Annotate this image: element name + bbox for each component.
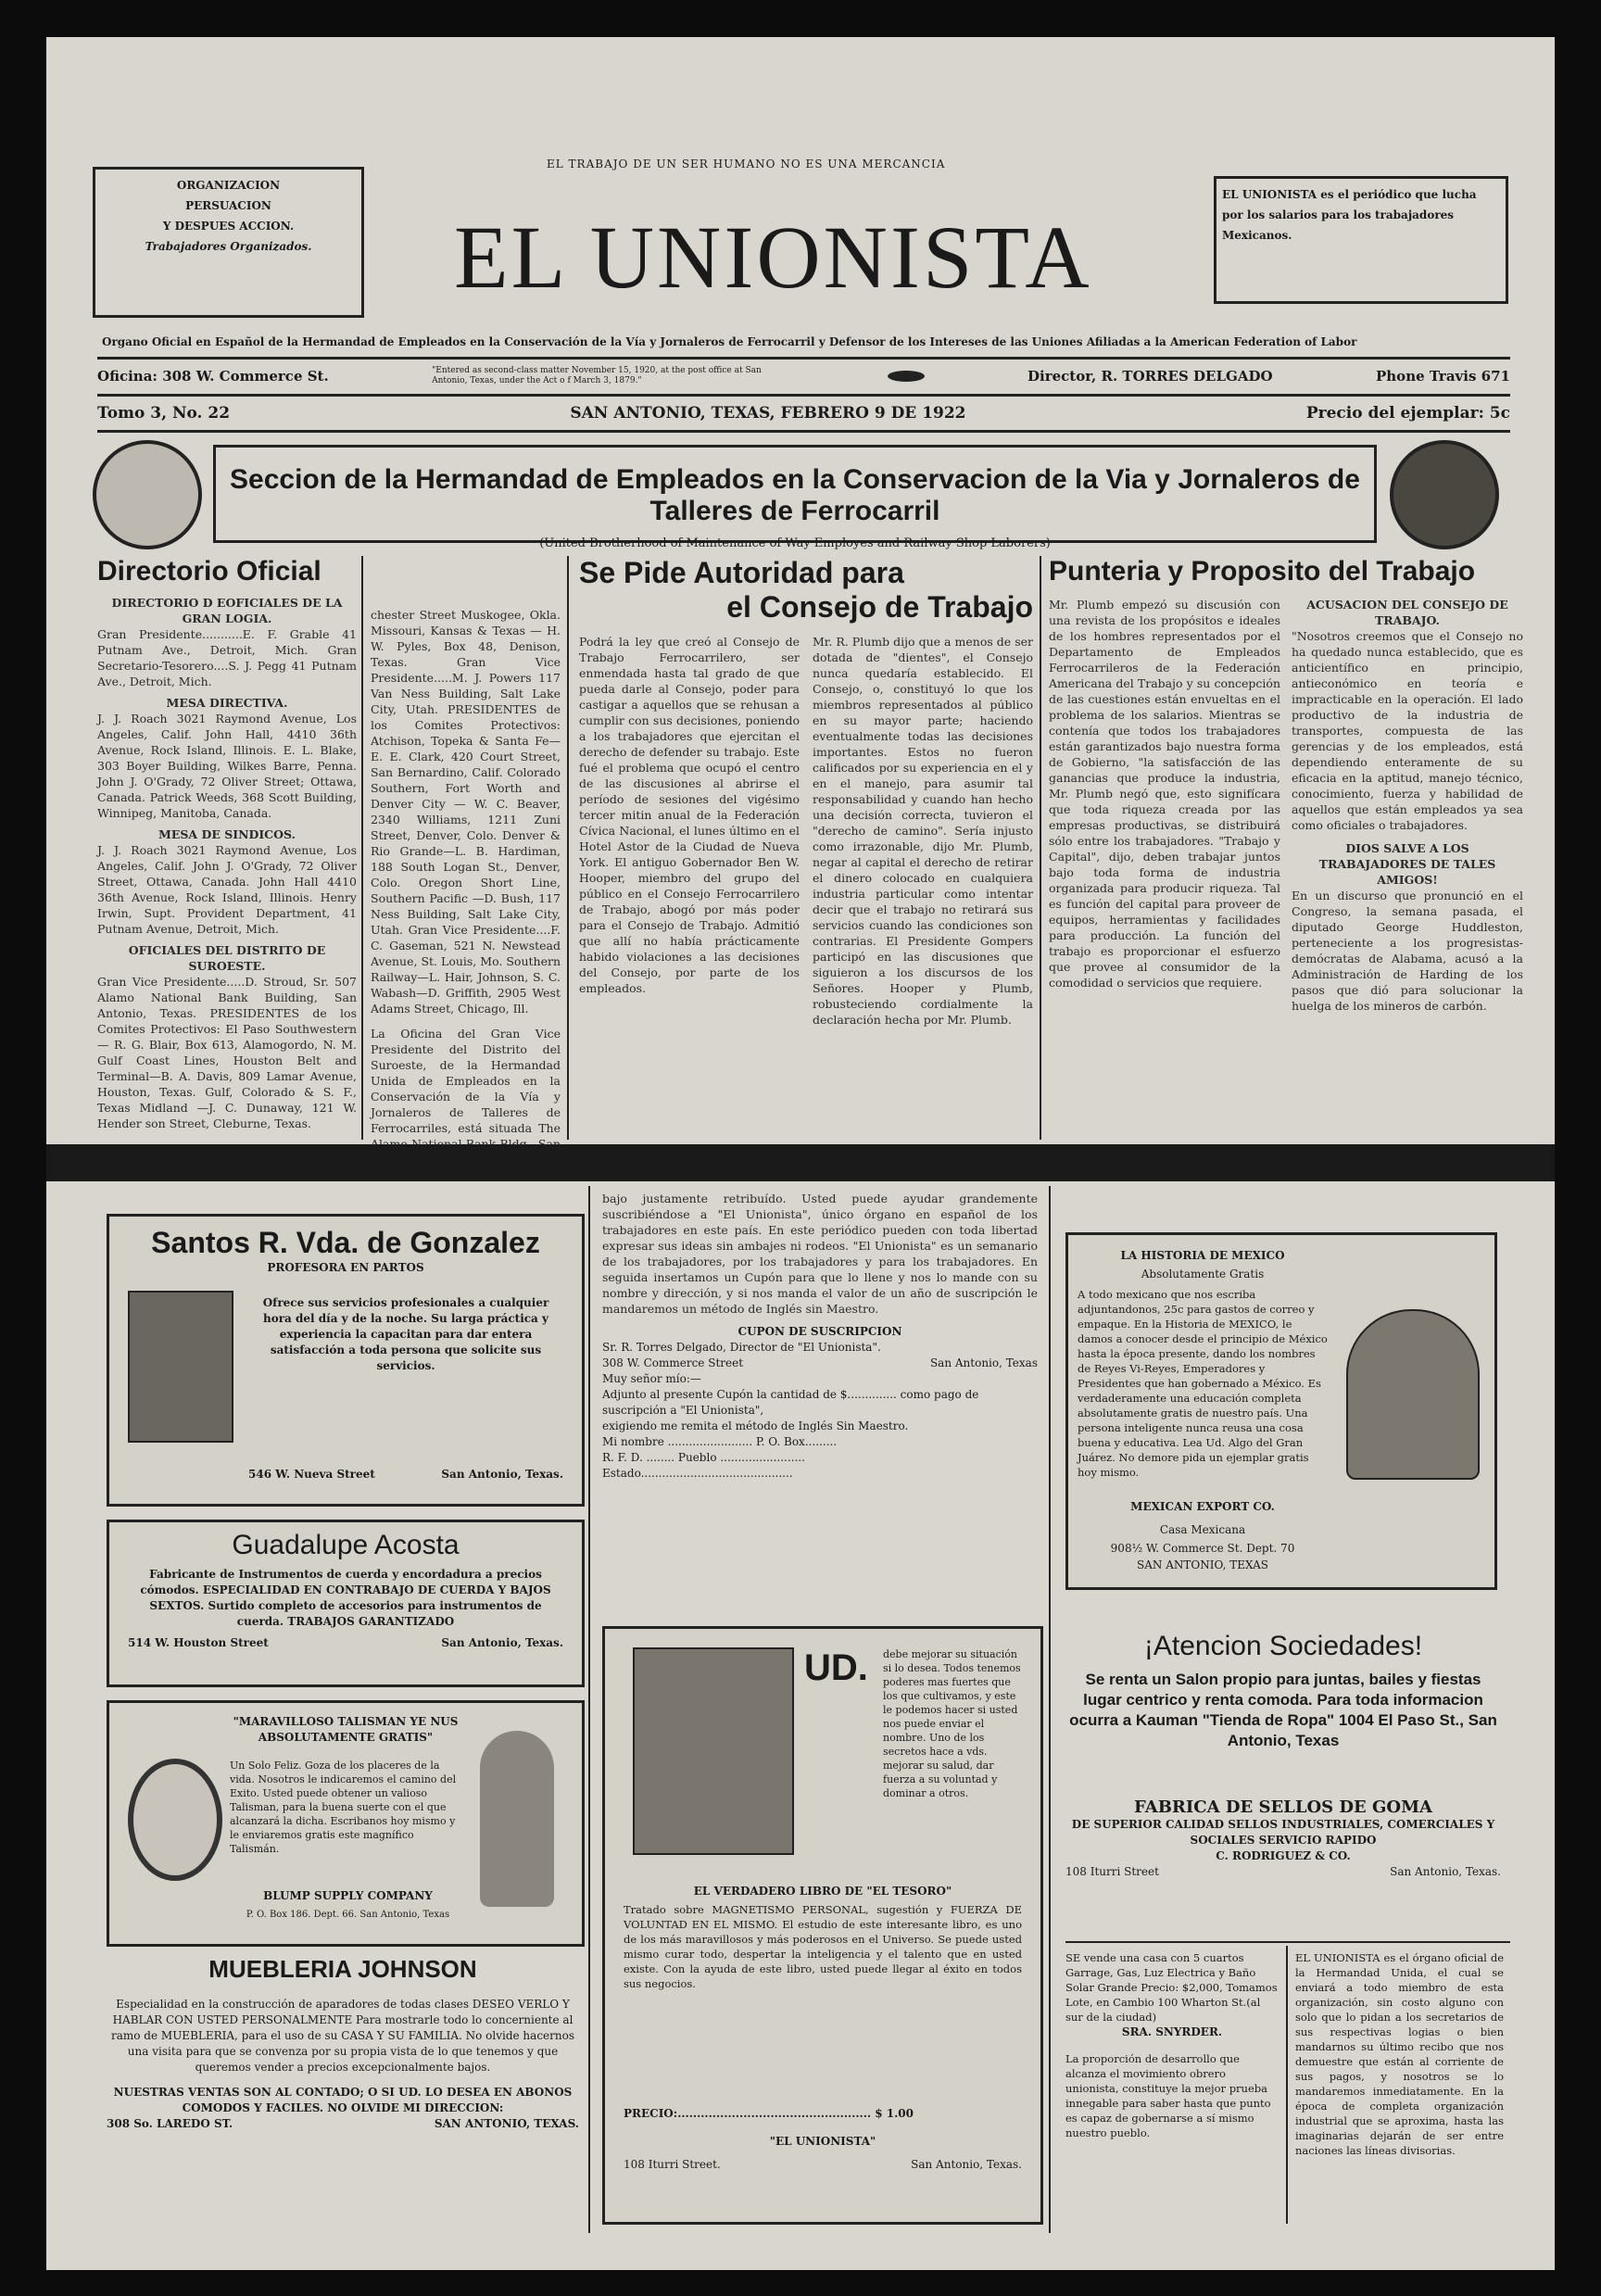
guadalupe-text: Fabricante de Instrumentos de cuerda y encordadura a precios cómodos. ESPECIALIDAD EN CONTRABAJO DE CUERDA Y BAJOS SEXTOS. Surtido completo de accesorios para instrumentos de cuerda. TRABAJOS GARANTIZADO [140, 1568, 551, 1628]
pocket-watch-icon [128, 1759, 222, 1881]
casa-text-2: La proporción de desarrollo que alcanza el movimiento obrero unionista, constituye la mejor prueba innegable para saber hasta que punto es capaz de gobernarse a sí mismo nuestro pueblo. [1065, 2052, 1271, 2139]
guadalupe-address: 514 W. Houston Street [128, 1636, 269, 1649]
talisman-address: P. O. Box 186. Dept. 66. San Antonio, Texas [246, 1910, 450, 1920]
ad-atencion-sociedades [1065, 1631, 1501, 1751]
pointing-man-illustration [633, 1647, 794, 1855]
muebleria-address: 308 So. LAREDO ST. [107, 2117, 233, 2130]
newspaper-page [46, 37, 1555, 2270]
column-directorio-cont [371, 607, 561, 1167]
ad-talisman [107, 1700, 585, 1947]
muebleria-footer: NUESTRAS VENTAS SON AL CONTADO; O SI UD. LO DESEA EN ABONOS COMODOS Y FACILES. NO OLVIDE MI DIRECCION: [113, 2086, 573, 2114]
santos-text: Ofrece sus servicios profesionales a cualquier hora del día y de la noche. Su larga práctica y experiencia la capacitan para dar entera satisfacción a toda persona que solicite sus servicios. [262, 1296, 549, 1372]
juarez-portrait [1346, 1309, 1480, 1480]
tree-emblem-icon [1390, 440, 1499, 549]
historia-subtitle: Absolutamente Gratis [1141, 1268, 1265, 1280]
punteria-body [1049, 597, 1531, 1014]
atencion-text: Se renta un Salon propio para juntas, bailes y fiestas lugar centrico y renta comoda. Para toda informacion ocurra a Kauman "Tienda de Ropa" 1004 El Paso St., San Antonio, Texas [1069, 1671, 1497, 1749]
left-box-line-1: ORGANIZACION [176, 179, 281, 192]
ud-text: debe mejorar su situación si lo desea. Todos tenemos poderes mas fuertes que los que cultivamos, y este le podemos hacer si usted nos puede enviar el nombre. Uno de los secretos hace a vds. mejorar su salud, dar fuerza a su voluntad y dominar a otros. [883, 1648, 1021, 1799]
directorio-text-1: Gran Presidente...........E. F. Grable 41 Putnam Ave., Detroit, Mich. Gran Secretario-Tesorero....S. J. Pegg 41 Putnam Ave., Detroit, Mich. [97, 627, 357, 688]
punteria-title: Punteria y Proposito del Trabajo [1049, 556, 1476, 587]
phone-number: Phone Travis 671 [1376, 368, 1510, 385]
historia-text: A todo mexicano que nos escriba adjuntandonos, 25c para gastos de correo y empaque. En la Historia de MEXICO, le damos a conocer desde el principio de México hasta la época presente, dando los nombres de Reyes Vi-Reyes, Emperadores y Presidentes que han gobernado a México. Es verdaderamente una educación completa absolutamente gratis de nuestro país. Una persona inteligente nunca reusa una cosa buena y educativa. Lea Ud. Algo del Gran Juárez. No demore pida un ejemplar gratis hoy mismo. [1078, 1288, 1328, 1479]
talisman-figure-icon [480, 1731, 554, 1907]
ad-casa-venta [1065, 1950, 1279, 2140]
column-divider [1049, 1186, 1051, 2233]
cupon-line: San Antonio, Texas [929, 1356, 1038, 1369]
consejo-body [579, 634, 1033, 1028]
column-divider [567, 556, 569, 1140]
ad-ud-tesoro [602, 1626, 1043, 2225]
directorio-sub-1: DIRECTORIO D EOFICIALES DE LA GRAN LOGIA. [111, 596, 343, 625]
acusacion-subtitle: ACUSACION DEL CONSEJO DE TRABAJO. [1306, 598, 1508, 627]
acusacion-text: "Nosotros creemos que el Consejo no ha quedado nunca establecido, que es anticientífico en principio, antieconómico en teoría e impracticable en la operación. El lado productivo de la industria de transportes, compuesta de las gerencias y de los empleados, está dependiendo enteramente de su eficacia en la aptitud, manejo técnico, conocimiento, fuerza y habilidad de aquellos que están empleados ya sea como oficiales o trabajadores. [1292, 629, 1523, 832]
organo-text: EL UNIONISTA es el órgano oficial de la Hermandad Unida, el cual se enviará a todo miembro de esta organización, sin costo alguno con solo que lo pidan a los secretarios de sus respectivas logias o bien mandarnos su último recibo que nos demuestre que están al corriente de sus pagos, y nosotros se lo mandaremos inmediatamente. En la época de completa organización industrial que se aproxima, hasta las imaginarias dejarán de ser entre naciones las líneas divisorias. [1295, 1951, 1504, 2157]
column-directorio [97, 556, 357, 1131]
sellos-title: FABRICA DE SELLOS DE GOMA [1134, 1798, 1432, 1817]
tesoro-title: EL VERDADERO LIBRO DE "EL TESORO" [693, 1885, 952, 1898]
decorative-leaf-icon [888, 371, 925, 382]
consejo-title-a: Se Pide Autoridad para [579, 556, 904, 589]
organ-line: Organo Oficial en Español de la Hermandad de Empleados en la Conservación de la Vía y Jornaleros de Ferrocarril y Defensor de los Intereses de las Uniones Afiliadas a la American Federation of Labor [102, 335, 1357, 348]
directorio-text-4: Gran Vice Presidente.....D. Stroud, Sr. 507 Alamo National Bank Building, San Antonio, Texas. PRESIDENTES de los Comites Protectivos: El Paso Southwestern — R. G. Blair, Box 613, Alamogordo, N. M. Gulf Coast Lines, Houston Belt and Terminal—B. A. Davis, 809 Lamar Avenue, Houston, Texas. Gulf, Colorado & S. F., Texas Midland —J. C. Dunaway, 121 W. Hender son Street, Cleburne, Texas. [97, 975, 357, 1130]
section-title: Seccion de la Hermandad de Empleados en la Conservacion de la Via y Jornaleros de Talleres de Ferrocarril [230, 464, 1360, 526]
cupon-state-field[interactable]: Estado........................................... [602, 1467, 793, 1480]
column-punteria [1049, 556, 1531, 1014]
consejo-text-left: Podrá la ley que creó al Consejo de Trabajo Ferrocarrilero, ser enmendada hasta tal grado de que pueda darle al Consejo, poder para castigar a aquellos que se rehusan a cumplir con sus decisiones, poniendo a los trabajadores que ejercitan el derecho de defender su trabajo. Este fué el problema que ocupó el centro de las discusiones al abrirse el período de sesiones del vigésimo tercer mitin anual de la Federación Cívica Nacional, el lunes último en el Hotel Astor de la Ciudad de Nueva York. El antiguo Gobernador Ben W. Hooper, miembro del grupo del público en el Consejo Ferrocarrilero de Trabajo, abogó por más poder para el Consejo de Trabajo. Admitió que allí no había prácticamente habido violaciones a las decisiones del Consejo, por parte de los empleados. [579, 635, 800, 995]
director-name: Director, R. TORRES DELGADO [1027, 368, 1273, 385]
masthead-right-box: EL UNIONISTA es el periódico que lucha por los salarios para los trabajadores Mexicanos. [1214, 176, 1508, 304]
muebleria-address-row [107, 2116, 579, 2132]
sellos-company: C. RODRIGUEZ & CO. [1216, 1849, 1351, 1862]
tesoro-publisher: "EL UNIONISTA" [769, 2135, 876, 2148]
atencion-title: ¡Atencion Sociedades! [1143, 1631, 1423, 1661]
sellos-address-row [1065, 1864, 1501, 1880]
talisman-text: Un Solo Feliz. Goza de los placeres de la vida. Nosotros le indicaremos el camino del Exito. Usted puede obtener un valioso Talisman, para la buena suerte con el que alcanzará la dicha. Escribanos hoy mismo y le enviaremos gratis este magnífico Talismán. [230, 1760, 457, 1855]
punteria-text: Mr. Plumb empezó su discusión con una revista de los propósitos e ideales de los hombres representados por el Departamento de Empleados Ferrocarrileros de la Federación Americana del Trabajo y su concepción de las cuestiones están envueltas en el problema de los salarios. Mientras se contenía que todos los trabajadores están garantizados bajo nuestra forma de Gobierno, "la satisfacción de las ganancias que produce la industria, Mr. Plumb negó que, esto signifícara que toda riqueza creada por las empresas productivas, se distribuirá sólo entre los trabajadores. "Trabajo y Capital", dijo, deben trabajar juntos bajo toda forma de industria organizada para producir riqueza. Tal es función del capital para proveer de equipos, herramientas y facilidades para producción. La función del trabajo es proporcionar el esfuerzo que provee al consumidor de la comodidad o servicios que requiere. [1049, 598, 1280, 990]
ud-title: UD. [804, 1647, 868, 1688]
cupon-line: Sr. R. Torres Delgado, Director de "El Unionista". [602, 1341, 881, 1354]
directorio-sub-3: MESA DE SINDICOS. [158, 827, 296, 841]
cupon-rfd-field[interactable]: R. F. D. ........ Pueblo ........................ [602, 1451, 805, 1464]
section-subtitle: (United Brotherhood of Maintenance of Way Employes and Railway Shop Laborers) [539, 536, 1051, 550]
consejo-title-b: el Consejo de Trabajo [726, 590, 1033, 624]
organo-notice [1295, 1950, 1504, 2158]
left-box-line-3: Y DESPUES ACCION. [162, 220, 295, 233]
cupon-form[interactable] [602, 1340, 1038, 1482]
tesoro-address: 108 Iturri Street. [624, 2158, 721, 2171]
sellos-text: DE SUPERIOR CALIDAD SELLOS INDUSTRIALES, COMERCIALES Y SOCIALES SERVICIO RAPIDO [1071, 1818, 1495, 1847]
santos-portrait [128, 1291, 233, 1443]
ad-santos-gonzalez [107, 1214, 585, 1507]
santos-subtitle: PROFESORA EN PARTOS [267, 1261, 424, 1274]
cupon-line: Muy señor mío:— [602, 1372, 701, 1385]
guadalupe-address-row [109, 1635, 582, 1651]
historia-address: 908½ W. Commerce St. Dept. 70 [1110, 1542, 1295, 1555]
casa-name: SRA. SNYRDER. [1121, 2025, 1223, 2038]
punteria-side [1292, 597, 1523, 1014]
ad-guadalupe-acosta [107, 1520, 585, 1687]
guadalupe-title: Guadalupe Acosta [232, 1530, 460, 1560]
historia-company: MEXICAN EXPORT CO. [1130, 1500, 1275, 1513]
cupon-line: 308 W. Commerce Street [602, 1356, 744, 1369]
ad-muebleria-johnson [107, 1955, 579, 2132]
masthead-rule-2 [97, 394, 1510, 397]
sellos-city: San Antonio, Texas. [1390, 1865, 1501, 1878]
cupon-title: CUPON DE SUSCRIPCION [737, 1325, 902, 1338]
column-divider [1040, 556, 1041, 1140]
dios-salve-subtitle: DIOS SALVE A LOS TRABAJADORES DE TALES AMIGOS! [1318, 841, 1496, 887]
directorio-cont-text: chester Street Muskogee, Okla. Missouri, Kansas & Texas — H. W. Pyles, Box 48, Denison, Texas. Gran Vice Presidente.....M. J. Powers 117 Van Ness Building, Salt Lake City, Utah. PRESIDENTES de los Comites Protectivos: Atchison, Topeka & Santa Fe—E. E. Clark, 420 Court Street, San Bernardino, Calif. Colorado Southern, Fort Worth and Denver City — W. C. Beaver, 2340 Williams, 1211 Zuni Street, Denver, Colo. Denver & Rio Grande—L. B. Hardiman, 188 South Logan St., Denver, Colo. Oregon Short Line, Southern Pacific —D. Bush, 117 Ness Building, Salt Lake City, Utah. Gran Vice Presidente....F. C. Gaseman, 521 N. Newstead Avenue, St. Louis, Mo. Southern Railway—L. Hair, Johnson, S. C. Wabash—D. Griffith, 2905 West Adams Street, Chicago, Ill. [371, 608, 561, 1016]
section-rule [1065, 1941, 1510, 1943]
unionista-promo-text: bajo justamente retribuído. Usted puede ayudar grandemente suscribiéndose a "El Unionista", único órgano en español de los trabajadores en este país. En este periódico pueden con toda libertad expresar sus ideas sin ambajes ni rodeos. "El Unionista" es un semanario de los trabajadores, por los trabajadores y para los trabajadores. En seguida insertamos un Cupón para que lo llene y nos lo mande con su nombre y dirección, y si nos manda el valor de un año de suscripción le mandaremos un método de Inglés sin Maestro. [602, 1192, 1038, 1316]
talisman-title: "MARAVILLOSO TALISMAN YE NUS ABSOLUTAMENTE GRATIS" [233, 1715, 459, 1744]
column-consejo [579, 556, 1033, 1028]
suscripcion-block [602, 1191, 1038, 1482]
cupon-address-row [602, 1356, 1038, 1371]
column-divider [361, 556, 363, 1140]
volume-number: Tomo 3, No. 22 [97, 404, 231, 423]
historia-city: SAN ANTONIO, TEXAS [1137, 1558, 1268, 1571]
left-box-line-4: Trabajadores Organizados. [145, 240, 312, 253]
directorio-cont-text-2: La Oficina del Gran Vice Presidente del Distrito del Suroeste, de la Hermandad Unida de Empleados en la Conservación de la Vía y Jornaleros de Talleres de Ferrocarriles, está situada The [371, 1027, 561, 1135]
talisman-company: BLUMP SUPPLY COMPANY [263, 1889, 433, 1902]
sellos-address: 108 Iturri Street [1065, 1865, 1159, 1878]
consejo-text-right: Mr. R. Plumb dijo que a menos de ser dotada de "dientes", el Consejo nunca quedaría establecido. El Consejo, o, constituyó lo que los miembros representados al público en su mayor parte; haciendo eventualmente todas las decisiones importantes. Estos no fueron calificados por su experiencia en el y en el manejo, para asumir tal responsabilidad y cuando han hecho una decisión correcta, tuvieron el "derecho de camino". Sería injusto como irrazonable, dijo Mr. Plumb, negar al capital el derecho de retirar el dinero colocado en cualquiera industria particular como intentar decir que el trabajo no retirará sus servicios cuando las condiciones son contrarias. El Presidente Gompers participó en las discusiones que siguieron a los discursos de los Señores. Hooper y Plumb, robusteciendo cordialmente la declaración hecha por Mr. Plumb. [813, 635, 1033, 1027]
santos-title: Santos R. Vda. de Gonzalez [151, 1226, 540, 1259]
santos-address-row [248, 1467, 563, 1482]
tesoro-city: San Antonio, Texas. [911, 2158, 1022, 2171]
directorio-sub-4: OFICIALES DEL DISTRITO DE SUROESTE. [128, 943, 326, 973]
directorio-title: Directorio Oficial [97, 556, 321, 587]
brotherhood-seal-icon [93, 440, 202, 549]
guadalupe-city: San Antonio, Texas. [441, 1636, 563, 1649]
santos-city: San Antonio, Texas. [441, 1468, 563, 1481]
entered-notice: "Entered as second-class matter November 15, 1920, at the post office at San Antonio, Texas, under the Act o f March 3, 1879." [432, 366, 762, 385]
masthead-info-row [97, 366, 1510, 386]
dateline-row [97, 404, 1510, 423]
column-divider [1286, 1946, 1288, 2224]
muebleria-text: Especialidad en la construcción de aparadores de todas clases DESEO VERLO Y HABLAR CON USTED PERSONALMENTE Para mostrarle todo lo concerniente al ramo de MUEBLERIA, para el uso de su CASA Y SU FAMILIA. No olvide hacernos una visita para que se convenza por su propia vista de lo que tenemos y que queremos vender a precios excepcionalmente bajos. [111, 1998, 574, 2074]
santos-address: 546 W. Nueva Street [248, 1468, 375, 1481]
tesoro-text: Tratado sobre MAGNETISMO PERSONAL, sugestión y FUERZA DE VOLUNTAD EN EL MISMO. El estudio de este interesante libro, es uno de los más maravillosos y más poderosos en el Universo. Se puede usted mismo curar todo, despertar la inteligencia y el talento que en usted existe. Con la ayuda de este libro, usted puede llegar al éxito en todos sus negocios. [624, 1903, 1022, 1990]
ad-sellos-goma [1065, 1798, 1501, 1880]
cupon-name-field[interactable]: Mi nombre ........................ P. O. Box......... [602, 1435, 838, 1448]
masthead-left-box [93, 167, 364, 318]
tesoro-price: PRECIO:.................................................. $ 1.00 [624, 2107, 914, 2120]
historia-title: LA HISTORIA DE MEXICO [1120, 1249, 1285, 1262]
directorio-text-3: J. J. Roach 3021 Raymond Avenue, Los Angeles, Calif. John J. O'Grady, 72 Oliver Street, Ottawa, Canada. John Hall 4410 36th Avenue, Rock Island, Illinois. Henry Irwin, Supt. Provident Department, 41 Putnam Avenue, Detroit, Mich. [97, 843, 357, 936]
column-divider [588, 1186, 590, 2233]
cupon-amount-field[interactable]: Adjunto al presente Cupón la cantidad de $.............. como pago de suscripción a "El Unionista", [602, 1388, 979, 1417]
muebleria-city: SAN ANTONIO, TEXAS. [434, 2117, 579, 2130]
cupon-line: exigiendo me remita el método de Inglés Sin Maestro. [602, 1419, 909, 1432]
masthead-rule-1 [97, 357, 1510, 360]
directorio-sub-2: MESA DIRECTIVA. [166, 696, 288, 710]
muebleria-title: MUEBLERIA JOHNSON [208, 1955, 477, 1983]
historia-casa: Casa Mexicana [1159, 1523, 1246, 1536]
ad-historia-mexico [1065, 1232, 1497, 1590]
dios-salve-text: En un discurso que pronunció en el Congreso, la semana pasada, el diputado George Huddleston, perteneciente a los progresistas-demócratas de Alabama, acusó a la Administración de Harding de los pasos que dió para solucionar la huelga de los mineros de carbón. [1292, 889, 1523, 1013]
masthead-motto: EL TRABAJO DE UN SER HUMANO NO ES UNA MERCANCIA [547, 158, 946, 170]
dateline: SAN ANTONIO, TEXAS, FEBRERO 9 DE 1922 [570, 404, 966, 423]
tesoro-address-row [624, 2157, 1022, 2173]
directorio-text-2: J. J. Roach 3021 Raymond Avenue, Los Angeles, Calif. John Hall, 4410 36th Avenue, Rock Island, Illinois. E. L. Blake, 303 Boyer Building, Wilkes Barre, Penna. John J. O'Grady, 72 Oliver Street; Ottawa, Canada. Patrick Weeds, 368 Scott Building, Winnipeg, Manitoba, Canada. [97, 712, 357, 820]
left-box-line-2: PERSUACION [185, 199, 271, 212]
issue-price: Precio del ejemplar: 5c [1305, 404, 1510, 423]
office-address: Oficina: 308 W. Commerce St. [97, 368, 329, 385]
masthead-title: EL UNIONISTA [454, 208, 1092, 307]
casa-text: SE vende una casa con 5 cuartos Garrage, Gas, Luz Electrica y Baño Solar Grande Precio: $2,000, Tomamos Lote, en Cambio 100 Wharton St.(al sur de la ciudad) [1065, 1951, 1278, 2024]
torn-paper-gap [46, 1144, 1555, 1181]
section-banner [213, 445, 1377, 550]
masthead-rule-3 [97, 430, 1510, 433]
